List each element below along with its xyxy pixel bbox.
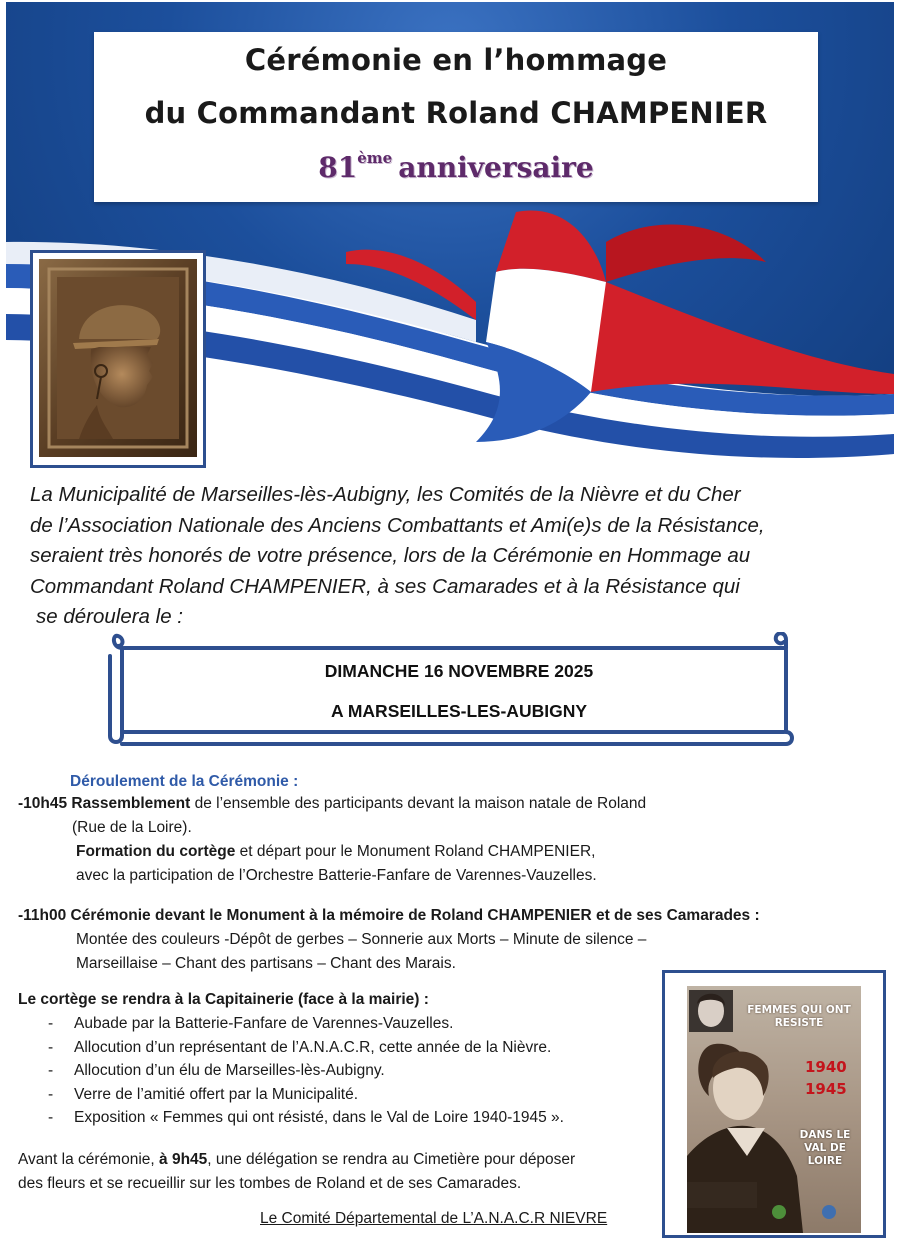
poster-year-end: 1945 [805,1080,847,1098]
item-1-line [18,792,646,816]
date-banner [104,632,794,747]
item-1-formation [76,840,595,864]
item-1-time: -10h45 Rassemblement [18,795,191,812]
list-item-text: Exposition « Femmes qui ont résisté, dans le Val de Loire 1940-1945 ». [74,1109,564,1126]
list-item: - Allocution d’un élu de Marseilles-lès-Aubigny. [48,1062,385,1079]
item-1-formation-bold: Formation du cortège [76,843,236,860]
portrait-plaque [30,250,206,468]
invitation-text [30,480,880,633]
list-item: - Aubade par la Batterie-Fanfare de Varennes-Vauzelles. [48,1015,454,1032]
scroll-banner-icon [104,632,794,747]
list-item: - Allocution d’un représentant de l’A.N.A.C.R, cette année de la Nièvre. [48,1038,552,1056]
signature: Le Comité Départemental de L’A.N.A.C.R NIEVRE [260,1210,608,1227]
anniversary-number: 81 [318,151,358,184]
invitation-line-1: La Municipalité de Marseilles-lès-Aubigny, les Comités de la Nièvre et du Cher [30,483,741,506]
before-text-1: Avant la cérémonie, [18,1151,160,1168]
anniversary-word: anniversaire [398,151,594,184]
anniversary-title [94,149,818,184]
invitation-line-4: Commandant Roland CHAMPENIER, à ses Camarades et à la Résistance qui [30,574,740,598]
title-line-2: du Commandant Roland CHAMPENIER [144,96,768,130]
invitation-line-2: de l’Association Nationale des Anciens Combattants et Ami(e)s de la Résistance, [30,513,765,537]
item-1-sub: (Rue de la Loire). [72,819,192,836]
invitation-line-3: seraient très honorés de votre présence, lors de la Cérémonie en Hommage au [30,544,751,567]
item-2-title: -11h00 Cérémonie devant le Monument à la mémoire de Roland CHAMPENIER et de ses Camarades : [18,907,760,924]
before-time: à 9h45 [159,1151,208,1168]
exhibition-poster-frame [662,970,886,1238]
poster-region: DANS LE VAL DE LOIRE [799,1129,851,1167]
poster-title: FEMMES QUI ONT RESISTE [747,1004,851,1029]
title-line-1: Cérémonie en l’hommage [244,43,668,77]
exhibition-poster [687,986,861,1233]
list-item-text: Allocution d’un élu de Marseilles-lès-Aubigny. [74,1062,385,1079]
cortege-heading: Le cortège se rendra à la Capitainerie (face à la mairie) : [18,991,429,1008]
list-item: - Exposition « Femmes qui ont résisté, dans le Val de Loire 1940-1945 ». [48,1109,564,1126]
title-box [94,32,818,202]
item-2-line-1: Montée des couleurs -Dépôt de gerbes – Sonnerie aux Morts – Minute de silence – [76,931,647,948]
before-ceremony-line-1 [18,1148,575,1172]
ceremony-place: A MARSEILLES-LES-AUBIGNY [330,701,588,721]
before-ceremony-line-2: des fleurs et se recueillir sur les tombes de Roland et de ses Camarades. [18,1175,522,1192]
invitation-line-5: se déroulera le : [36,605,184,628]
cortege-list [48,1012,564,1130]
before-text-2: , une délégation se rendra au Cimetière pour déposer [207,1151,576,1168]
item-1-orchestra: avec la participation de l’Orchestre Batterie-Fanfare de Varennes-Vauzelles. [76,867,597,884]
item-1-text: de l’ensemble des participants devant la maison natale de Roland [190,795,647,812]
anniversary-suffix: ème [357,149,393,167]
item-1-formation-text: et départ pour le Monument Roland CHAMPENIER, [235,843,596,860]
list-item-text: Aubade par la Batterie-Fanfare de Varennes-Vauzelles. [74,1015,454,1032]
ceremony-date: DIMANCHE 16 NOVEMBRE 2025 [324,661,594,681]
bronze-portrait-icon [39,259,197,457]
item-2-line-2: Marseillaise – Chant des partisans – Chant des Marais. [76,955,456,972]
list-item: - Verre de l’amitié offert par la Municipalité. [48,1085,359,1103]
list-item-text: Verre de l’amitié offert par la Municipalité. [74,1085,359,1103]
list-item-text: Allocution d’un représentant de l’A.N.A.C.R, cette année de la Nièvre. [74,1038,552,1056]
programme-heading: Déroulement de la Cérémonie : [70,773,299,790]
poster-year-start: 1940 [805,1058,847,1076]
